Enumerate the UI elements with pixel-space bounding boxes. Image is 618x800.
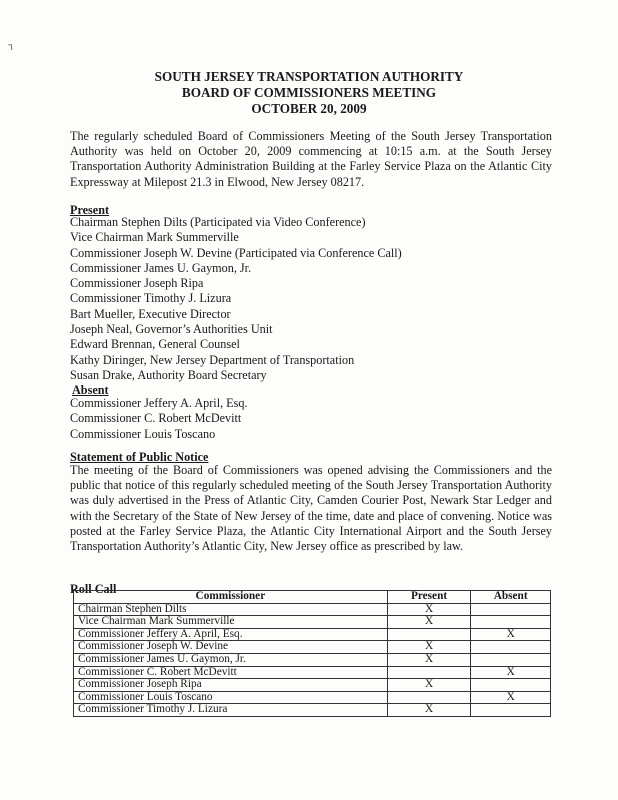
absent-cell: X: [471, 666, 551, 679]
commissioner-name-cell: Commissioner Joseph W. Devine: [74, 641, 388, 654]
present-list: [70, 215, 402, 383]
absent-cell: [471, 616, 551, 629]
present-column-header: Present: [387, 591, 471, 604]
roll-call-table: [73, 590, 551, 717]
table-row: [74, 691, 551, 704]
present-item: Commissioner Timothy J. Lizura: [70, 291, 232, 306]
present-item: Susan Drake, Authority Board Secretary: [70, 367, 267, 382]
absent-cell: X: [471, 691, 551, 704]
present-item: Commissioner James U. Gaymon, Jr.: [70, 260, 252, 275]
absent-cell: [471, 704, 551, 717]
absent-item: Commissioner Jeffery A. April, Esq.: [70, 396, 248, 410]
present-cell: [387, 691, 471, 704]
present-cell: X: [387, 641, 471, 654]
absent-cell: [471, 641, 551, 654]
absent-cell: [471, 679, 551, 692]
commissioner-name-cell: Commissioner Jeffery A. April, Esq.: [74, 628, 388, 641]
present-heading: Present: [70, 203, 110, 217]
intro-paragraph: The regularly scheduled Board of Commissioners Meeting of the South Jersey Transportation Authority was held on October 20, 2009 commencing at 10:15 a.m. at the South Jersey Transportation Authority Administration Building at the Farley Service Plaza on the Atlantic City Expressway at Milepost 21.3 in Elwood, New Jersey 08217.: [70, 129, 552, 189]
header-meeting: BOARD OF COMMISSIONERS MEETING: [181, 85, 437, 100]
absent-cell: [471, 603, 551, 616]
public-notice-heading: Statement of Public Notice: [70, 450, 209, 464]
present-item: Commissioner Joseph Ripa: [70, 276, 204, 291]
header-date: OCTOBER 20, 2009: [251, 101, 367, 116]
public-notice-paragraph: The meeting of the Board of Commissioners was opened advising the Commissioners and the public that notice of this regularly scheduled meeting of the South Jersey Transportation Authority was duly advertised in the Press of Atlantic City, Camden Courier Post, Newark Star Ledger and with the Secretary of the State of New Jersey of the time, date and place of convening. Notice was posted at the Farley Service Plaza, the Atlantic City International Airport and the South Jersey Transportation Authority’s Atlantic City, New Jersey office as prescribed by law.: [70, 463, 552, 554]
scan-margin-mark: ٦: [8, 42, 13, 52]
table-row: [74, 704, 551, 717]
absent-cell: [471, 653, 551, 666]
commissioner-name-cell: Commissioner Louis Toscano: [74, 691, 388, 704]
commissioner-name-cell: Chairman Stephen Dilts: [74, 603, 388, 616]
present-item: Kathy Diringer, New Jersey Department of Transportation: [70, 352, 355, 367]
commissioner-column-header: Commissioner: [74, 591, 388, 604]
present-item: Commissioner Joseph W. Devine (Participated via Conference Call): [70, 245, 402, 260]
table-row: [74, 679, 551, 692]
document-header: [0, 69, 618, 117]
absent-item: Commissioner Louis Toscano: [70, 426, 216, 441]
present-cell: X: [387, 704, 471, 717]
absent-list: [70, 396, 248, 442]
roll-call-header-row: [74, 591, 551, 604]
absent-column-header: Absent: [471, 591, 551, 604]
present-cell: X: [387, 603, 471, 616]
present-cell: X: [387, 653, 471, 666]
absent-cell: X: [471, 628, 551, 641]
present-item: Bart Mueller, Executive Director: [70, 306, 231, 321]
present-item: Vice Chairman Mark Summerville: [70, 230, 239, 245]
commissioner-name-cell: Commissioner James U. Gaymon, Jr.: [74, 653, 388, 666]
commissioner-name-cell: Commissioner C. Robert McDevitt: [74, 666, 388, 679]
roll-call-heading: Roll Call: [70, 582, 117, 596]
commissioner-name-cell: Commissioner Joseph Ripa: [74, 679, 388, 692]
present-item: Edward Brennan, General Counsel: [70, 337, 240, 352]
table-row: [74, 653, 551, 666]
absent-item: Commissioner C. Robert McDevitt: [70, 411, 242, 426]
commissioner-name-cell: Commissioner Timothy J. Lizura: [74, 704, 388, 717]
table-row: [74, 616, 551, 629]
table-row: [74, 641, 551, 654]
present-item: Chairman Stephen Dilts (Participated via Video Conference): [70, 215, 366, 229]
present-cell: [387, 666, 471, 679]
present-cell: X: [387, 679, 471, 692]
commissioner-name-cell: Vice Chairman Mark Summerville: [74, 616, 388, 629]
present-cell: X: [387, 616, 471, 629]
header-organization: SOUTH JERSEY TRANSPORTATION AUTHORITY: [154, 69, 464, 84]
present-item: Joseph Neal, Governor’s Authorities Unit: [70, 322, 273, 337]
table-row: [74, 603, 551, 616]
table-row: [74, 666, 551, 679]
absent-heading: Absent: [72, 383, 109, 397]
table-row: [74, 628, 551, 641]
present-cell: [387, 628, 471, 641]
